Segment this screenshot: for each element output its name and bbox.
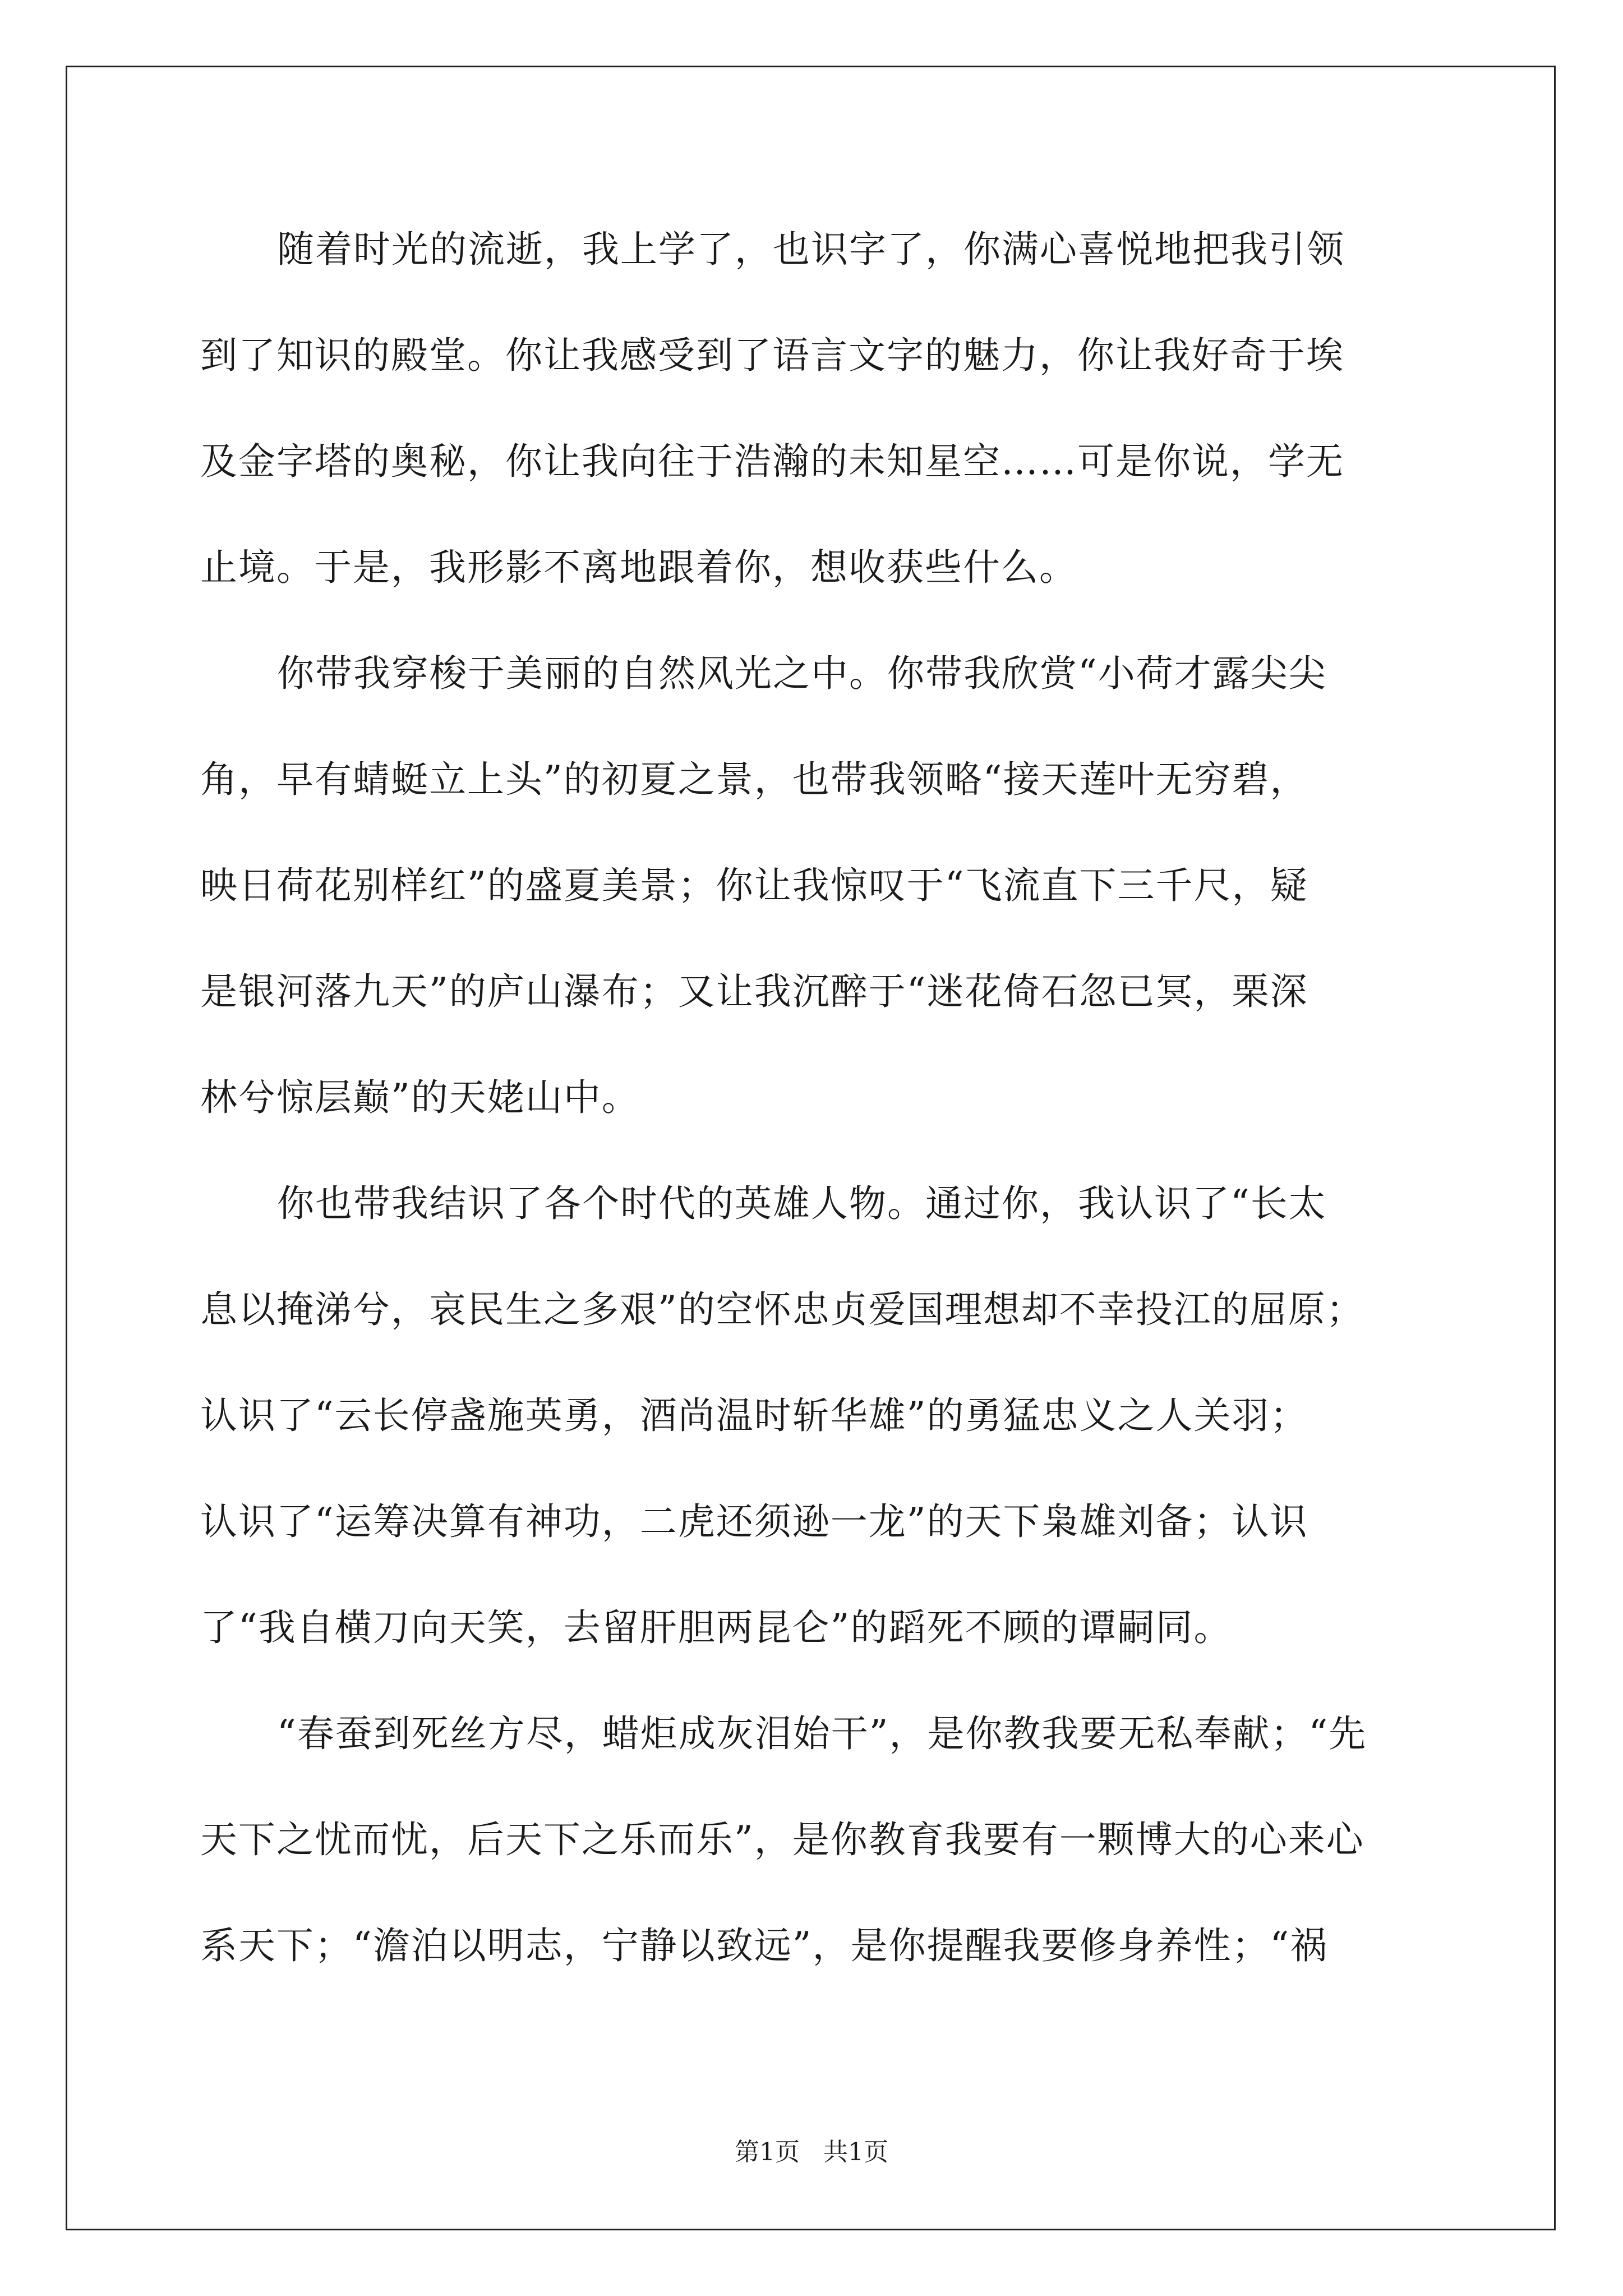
text-line: 认识了“运筹决算有神功，二虎还须逊一龙”的天下枭雄刘备；认识 [200, 1500, 1308, 1543]
text-line: 角，早有蜻蜓立上头”的初夏之景，也带我领略“接天莲叶无穷碧， [200, 758, 1308, 801]
text-line: 系天下；“澹泊以明志，宁静以致远”，是你提醒我要修身养性；“祸 [200, 1924, 1329, 1967]
text-line: 及金字塔的奥秘，你让我向往于浩瀚的未知星空……可是你说，学无 [200, 440, 1344, 483]
text-line: 映日荷花别样红”的盛夏美景；你让我惊叹于“飞流直下三千尺，疑 [200, 864, 1308, 907]
text-line: 天下之忧而忧，后天下之乐而乐”，是你教育我要有一颗博大的心来心 [200, 1818, 1364, 1861]
text-line: 到了知识的殿堂。你让我感受到了语言文字的魅力，你让我好奇于埃 [200, 334, 1344, 377]
text-line: 了“我自横刀向天笑，去留肝胆两昆仑”的蹈死不顾的谭嗣同。 [200, 1606, 1232, 1649]
text-line: 随着时光的流逝，我上学了，也识字了，你满心喜悦地把我引领 [277, 228, 1345, 271]
text-line: 是银河落九天”的庐山瀑布；又让我沉醉于“迷花倚石忽已冥，栗深 [200, 970, 1308, 1013]
text-line: 认识了“云长停盏施英勇，酒尚温时斩华雄”的勇猛忠义之人关羽； [200, 1394, 1308, 1437]
text-line: 你带我穿梭于美丽的自然风光之中。你带我欣赏“小荷才露尖尖 [277, 652, 1327, 695]
text-line: 止境。于是，我形影不离地跟着你，想收获些什么。 [200, 546, 1077, 589]
text-line: “春蚕到死丝方尽，蜡炬成灰泪始干”，是你教我要无私奉献；“先 [277, 1712, 1367, 1755]
page-footer: 第1页 共1页 [735, 2138, 888, 2166]
text-line: 你也带我结识了各个时代的英雄人物。通过你，我认识了“长太 [277, 1182, 1327, 1225]
text-line: 林兮惊层巅”的天姥山中。 [200, 1076, 640, 1119]
page-border [66, 66, 1556, 2230]
text-line: 息以掩涕兮，哀民生之多艰”的空怀忠贞爱国理想却不幸投江的屈原； [200, 1288, 1364, 1331]
